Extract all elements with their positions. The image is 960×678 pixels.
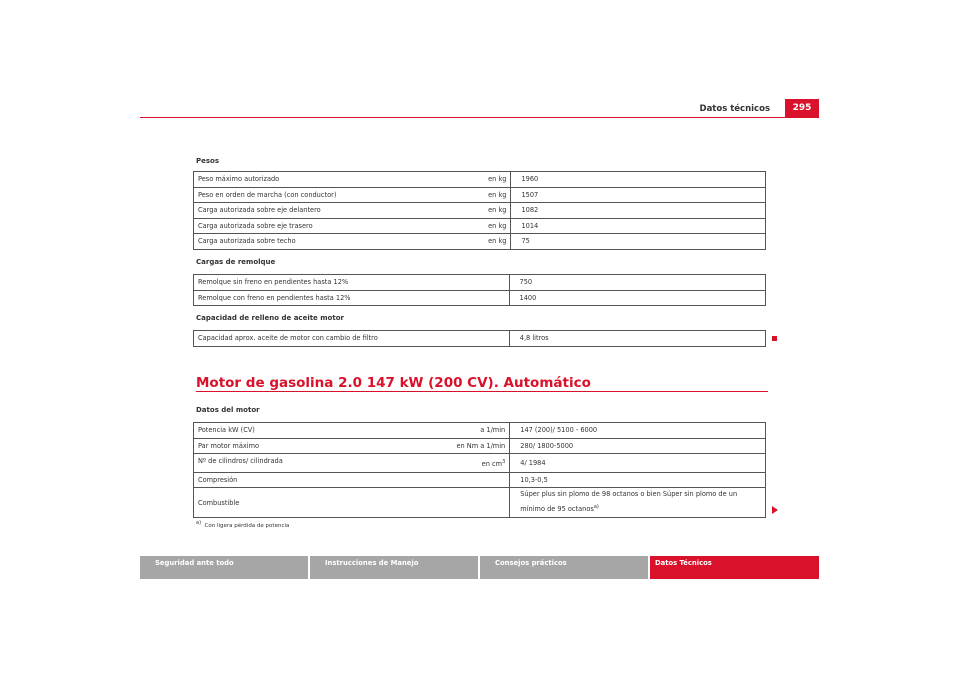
value-line-1: Súper plus sin plomo de 98 octanos o bien Súper sin plomo de un: [520, 490, 738, 499]
row-name: Remolque sin freno en pendientes hasta 12%: [194, 275, 510, 291]
row-name: Peso máximo autorizado: [194, 172, 479, 188]
value-line-2: mínimo de 95 octanos: [520, 505, 594, 514]
row-value: 1960: [511, 172, 766, 188]
row-value: 10,3-0,5: [510, 472, 766, 488]
row-name: Combustible: [194, 488, 453, 518]
table-row: [194, 438, 766, 454]
table-row: [194, 234, 766, 250]
row-value: 280/ 1800-5000: [510, 438, 766, 454]
aceite-label: Capacidad de relleno de aceite motor: [196, 314, 344, 322]
row-unit: en kg: [479, 218, 511, 234]
row-name: Compresión: [194, 472, 453, 488]
row-value: 147 (200)/ 5100 - 6000: [510, 423, 766, 439]
end-of-section-icon: [772, 336, 777, 341]
row-value: 1014: [511, 218, 766, 234]
nav-tab-instrucciones[interactable]: Instrucciones de Manejo: [310, 556, 478, 579]
table-row: [194, 423, 766, 439]
pesos-table: [193, 171, 766, 250]
table-row: [194, 187, 766, 203]
table-row: [194, 331, 766, 347]
footnote-text: Con ligera pérdida de potencia: [204, 522, 290, 529]
row-name: Peso en orden de marcha (con conductor): [194, 187, 479, 203]
row-unit: a 1/min: [452, 423, 509, 439]
row-unit: [452, 488, 509, 518]
aceite-table: [193, 330, 766, 347]
section-title-divider: [196, 391, 768, 392]
row-name: Remolque con freno en pendientes hasta 12%: [194, 290, 510, 306]
footnote-marker: a): [196, 520, 202, 526]
row-unit: en Nm a 1/min: [452, 438, 509, 454]
row-name: Carga autorizada sobre eje delantero: [194, 203, 479, 219]
row-name: Capacidad aprox. aceite de motor con cambio de filtro: [194, 331, 510, 347]
remolque-label: Cargas de remolque: [196, 258, 276, 266]
row-unit: en kg: [479, 234, 511, 250]
table-row: [194, 172, 766, 188]
footnote-ref: a): [593, 504, 599, 511]
motor-table: [193, 422, 766, 518]
table-row: [194, 203, 766, 219]
nav-tab-datos-tecnicos[interactable]: Datos Técnicos: [650, 556, 819, 579]
unit-text: en cm: [481, 460, 503, 469]
remolque-table: [193, 274, 766, 306]
row-name: Potencia kW (CV): [194, 423, 453, 439]
row-unit: [452, 454, 509, 473]
row-value: 1507: [511, 187, 766, 203]
row-unit: en kg: [479, 203, 511, 219]
unit-superscript: 3: [502, 459, 506, 466]
page-header-title: Datos técnicos: [699, 104, 770, 114]
row-unit: [452, 472, 509, 488]
table-row: [194, 488, 766, 518]
row-value: 75: [511, 234, 766, 250]
table-row: [194, 454, 766, 473]
page-number: 295: [785, 99, 819, 117]
row-value: 1400: [509, 290, 765, 306]
row-unit: en kg: [479, 172, 511, 188]
row-name: Par motor máximo: [194, 438, 453, 454]
row-unit: en kg: [479, 187, 511, 203]
row-value: 4,8 litros: [509, 331, 765, 347]
table-row: [194, 218, 766, 234]
row-name: Carga autorizada sobre eje trasero: [194, 218, 479, 234]
motor-label: Datos del motor: [196, 406, 260, 414]
pesos-label: Pesos: [196, 157, 220, 165]
table-row: [194, 290, 766, 306]
footnote: [196, 520, 289, 529]
continue-arrow-icon: [772, 506, 778, 514]
row-name: Carga autorizada sobre techo: [194, 234, 479, 250]
row-value: 4/ 1984: [510, 454, 766, 473]
header-divider: [140, 117, 819, 118]
row-value: 750: [509, 275, 765, 291]
row-value: 1082: [511, 203, 766, 219]
row-value: [510, 488, 766, 518]
table-row: [194, 275, 766, 291]
table-row: [194, 472, 766, 488]
row-name: Nº de cilindros/ cilindrada: [194, 454, 453, 473]
nav-tab-seguridad[interactable]: Seguridad ante todo: [140, 556, 308, 579]
section-title: Motor de gasolina 2.0 147 kW (200 CV). Automático: [196, 375, 591, 391]
nav-tab-consejos[interactable]: Consejos prácticos: [480, 556, 648, 579]
